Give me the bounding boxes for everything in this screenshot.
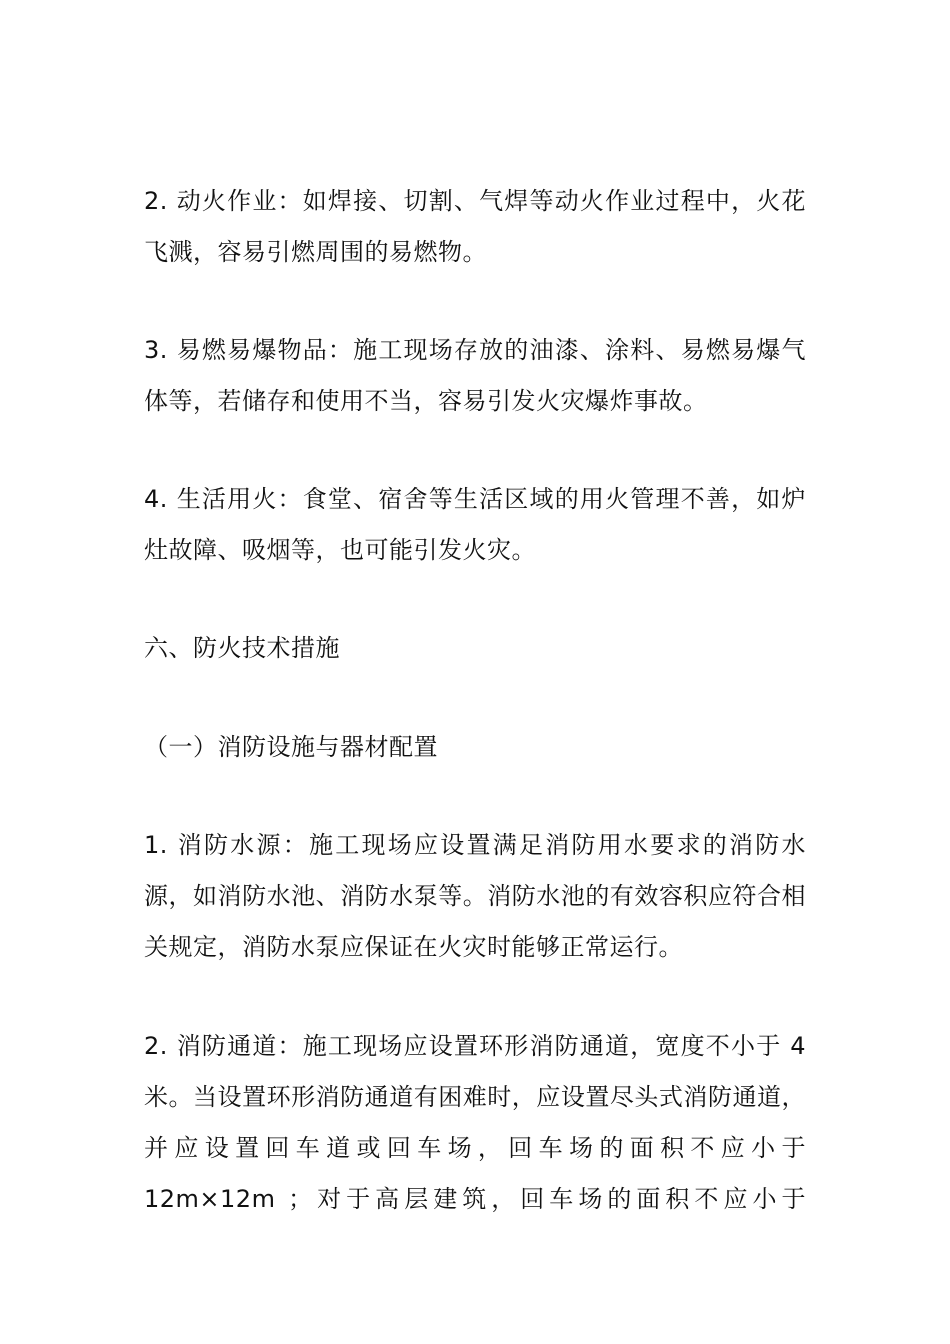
- paragraph-fire-water-source: 1. 消防水源：施工现场应设置满足消防用水要求的消防水源，如消防水池、消防水泵等。消防水池的有效容积应符合相关规定，消防水泵应保证在火灾时能够正常运行。: [144, 831, 806, 961]
- paragraph-flammable-materials: 3. 易燃易爆物品：施工现场存放的油漆、涂料、易燃易爆气体等，若储存和使用不当，容易引发火灾爆炸事故。: [144, 336, 806, 415]
- paragraph-fire-lane: 2. 消防通道：施工现场应设置环形消防通道，宽度不小于 4 米。当设置环形消防通道有困难时，应设置尽头式消防通道，并应设置回车道或回车场，回车场的面积不应小于 12m×12m ；对于高层建筑，回车场的面积不应小于: [144, 1032, 806, 1213]
- section-heading-fire-prevention-measures: 六、防火技术措施: [144, 634, 340, 662]
- paragraph-living-fire: 4. 生活用火：食堂、宿舍等生活区域的用火管理不善，如炉灶故障、吸烟等，也可能引发火灾。: [144, 485, 806, 564]
- subsection-heading-facilities-equipment: （一）消防设施与器材配置: [144, 733, 438, 761]
- paragraph-hot-work: 2. 动火作业：如焊接、切割、气焊等动火作业过程中，火花飞溅，容易引燃周围的易燃物。: [144, 187, 806, 266]
